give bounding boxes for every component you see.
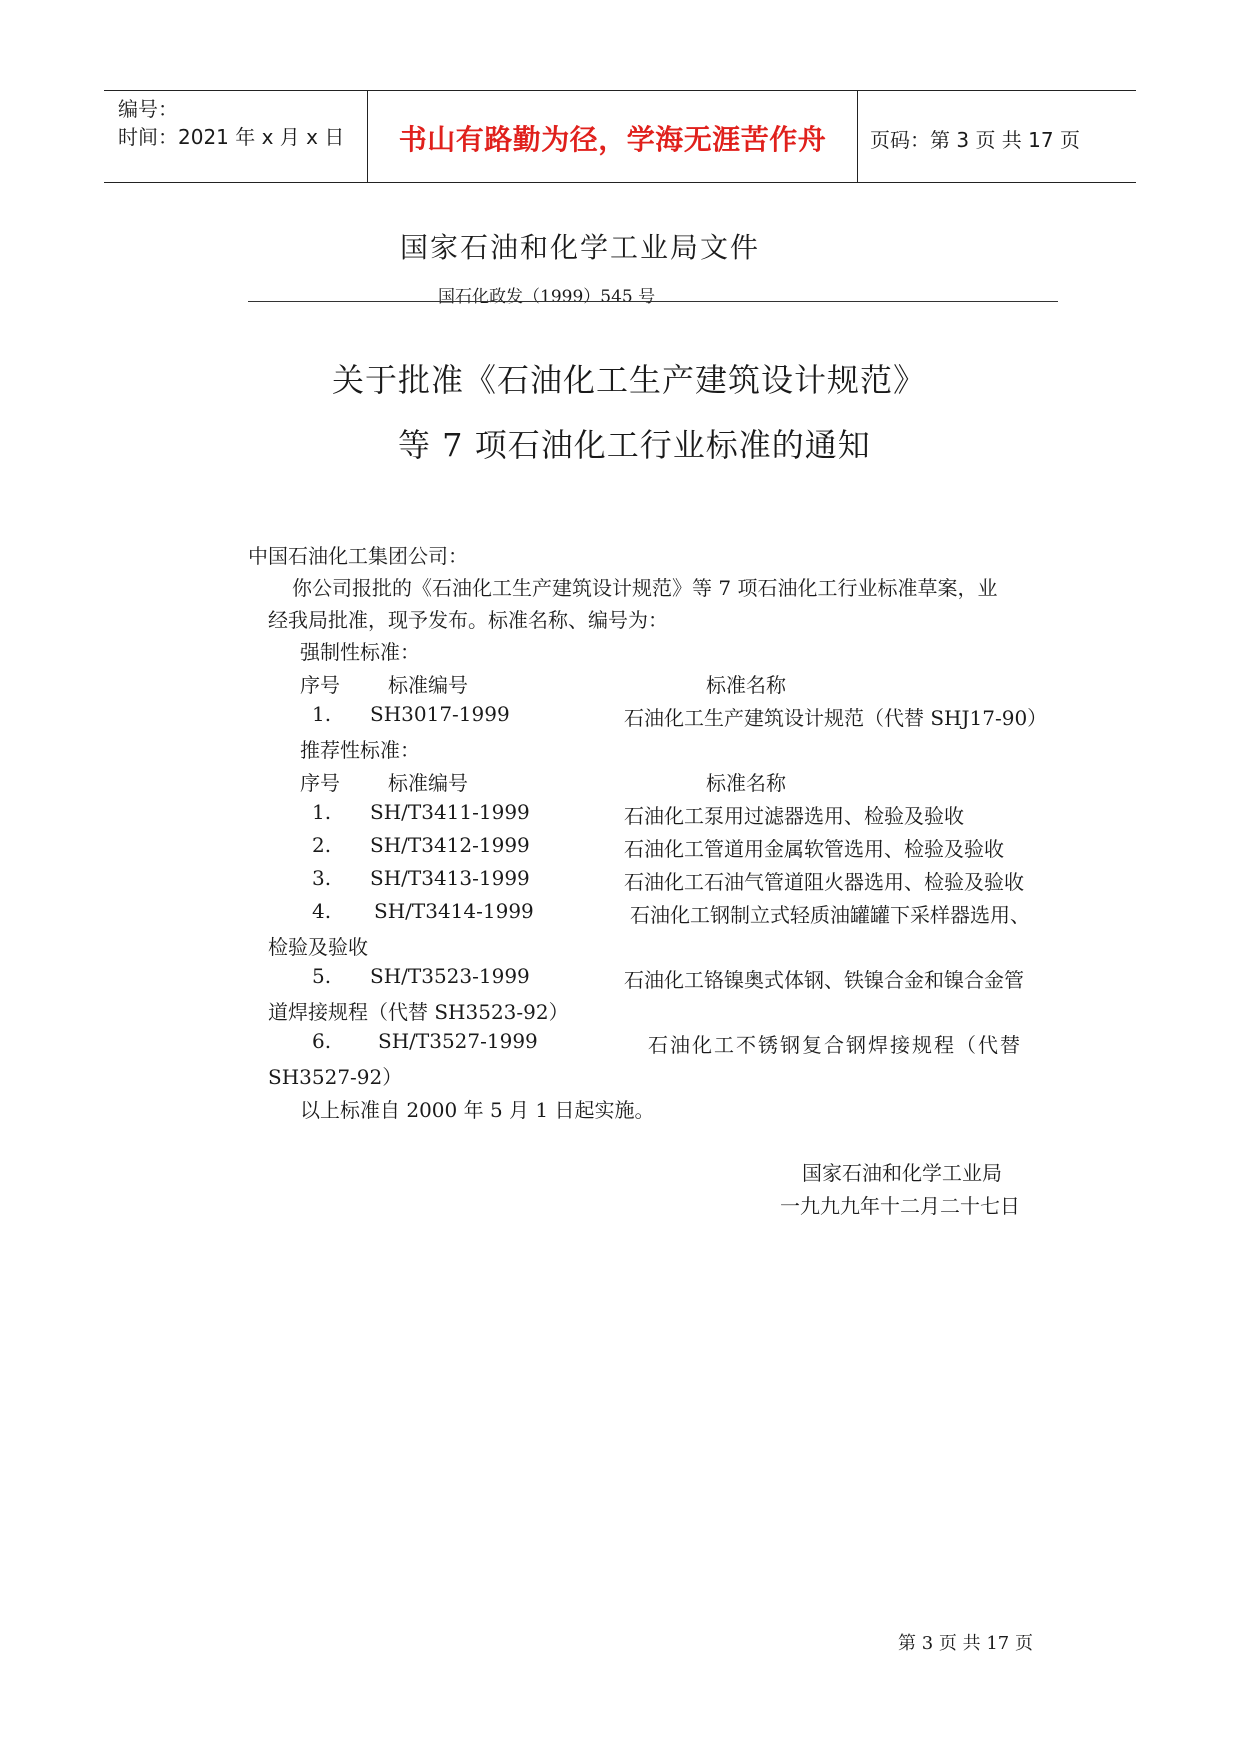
intro-line2: 经我局批准，现予发布。标准名称、编号为：	[268, 608, 668, 632]
row-seq: 3.	[312, 866, 332, 890]
header-divider-right	[857, 90, 858, 182]
row-code: SH/T3414-1999	[374, 899, 534, 923]
document-number: 国石化政发（1999）545 号	[438, 287, 656, 307]
row-name: 石油化工不锈钢复合钢焊接规程（代替	[648, 1033, 1022, 1057]
header-number-label: 编号：	[118, 97, 178, 121]
col-seq-header: 序号	[300, 673, 340, 697]
row-code: SH/T3412-1999	[370, 833, 530, 857]
col-seq-header-2: 序号	[300, 771, 340, 795]
row-name: 石油化工泵用过滤器选用、检验及验收	[624, 804, 964, 828]
row-seq: 4.	[312, 899, 332, 923]
header-motto: 书山有路勤为径，学海无涯苦作舟	[398, 123, 827, 156]
intro-line1: 你公司报批的《石油化工生产建筑设计规范》等 7 项石油化工行业标准草案，业	[292, 576, 998, 600]
header-top-rule	[104, 90, 1136, 91]
signature-date: 一九九九年十二月二十七日	[780, 1194, 1020, 1218]
effective-date: 以上标准自 2000 年 5 月 1 日起实施。	[300, 1098, 655, 1122]
col-code-header: 标准编号	[388, 673, 468, 697]
row-name-continued: 道焊接规程（代替 SH3523-92）	[268, 1000, 569, 1024]
signature-org: 国家石油和化学工业局	[802, 1161, 1002, 1185]
agency-title: 国家石油和化学工业局文件	[400, 231, 761, 264]
row-name: 石油化工管道用金属软管选用、检验及验收	[624, 837, 1004, 861]
row-name: 石油化工石油气管道阻火器选用、检验及验收	[624, 870, 1024, 894]
row-code: SH/T3527-1999	[378, 1029, 538, 1053]
title-rule	[248, 301, 1058, 302]
row-seq: 2.	[312, 833, 332, 857]
col-name-header-2: 标准名称	[706, 771, 786, 795]
row-name: 石油化工生产建筑设计规范（代替 SHJ17-90）	[624, 706, 1048, 730]
row-code: SH/T3523-1999	[370, 964, 530, 988]
footer-page-number: 第 3 页 共 17 页	[898, 1633, 1033, 1654]
row-name-continued: SH3527-92）	[268, 1065, 403, 1089]
row-name: 石油化工钢制立式轻质油罐罐下采样器选用、	[630, 903, 1030, 927]
row-seq: 1.	[312, 800, 332, 824]
header-page-info: 页码：第 3 页 共 17 页	[870, 128, 1080, 152]
col-code-header-2: 标准编号	[388, 771, 468, 795]
row-seq: 5.	[312, 964, 332, 988]
recommended-heading: 推荐性标准：	[300, 738, 420, 762]
mandatory-heading: 强制性标准：	[300, 640, 420, 664]
row-code: SH/T3411-1999	[370, 800, 530, 824]
header-time-label: 时间：2021 年 x 月 x 日	[118, 125, 345, 149]
notice-title-line2: 等 7 项石油化工行业标准的通知	[398, 426, 871, 464]
row-code: SH/T3413-1999	[370, 866, 530, 890]
row-seq: 1.	[312, 702, 332, 726]
row-name-continued: 检验及验收	[268, 935, 368, 959]
recipient: 中国石油化工集团公司：	[248, 544, 468, 568]
row-code: SH3017-1999	[370, 702, 510, 726]
header-bottom-rule	[104, 182, 1136, 183]
col-name-header: 标准名称	[706, 673, 786, 697]
notice-title-line1: 关于批准《石油化工生产建筑设计规范》	[332, 361, 927, 399]
row-seq: 6.	[312, 1029, 332, 1053]
row-name: 石油化工铬镍奥式体钢、铁镍合金和镍合金管	[624, 968, 1024, 992]
